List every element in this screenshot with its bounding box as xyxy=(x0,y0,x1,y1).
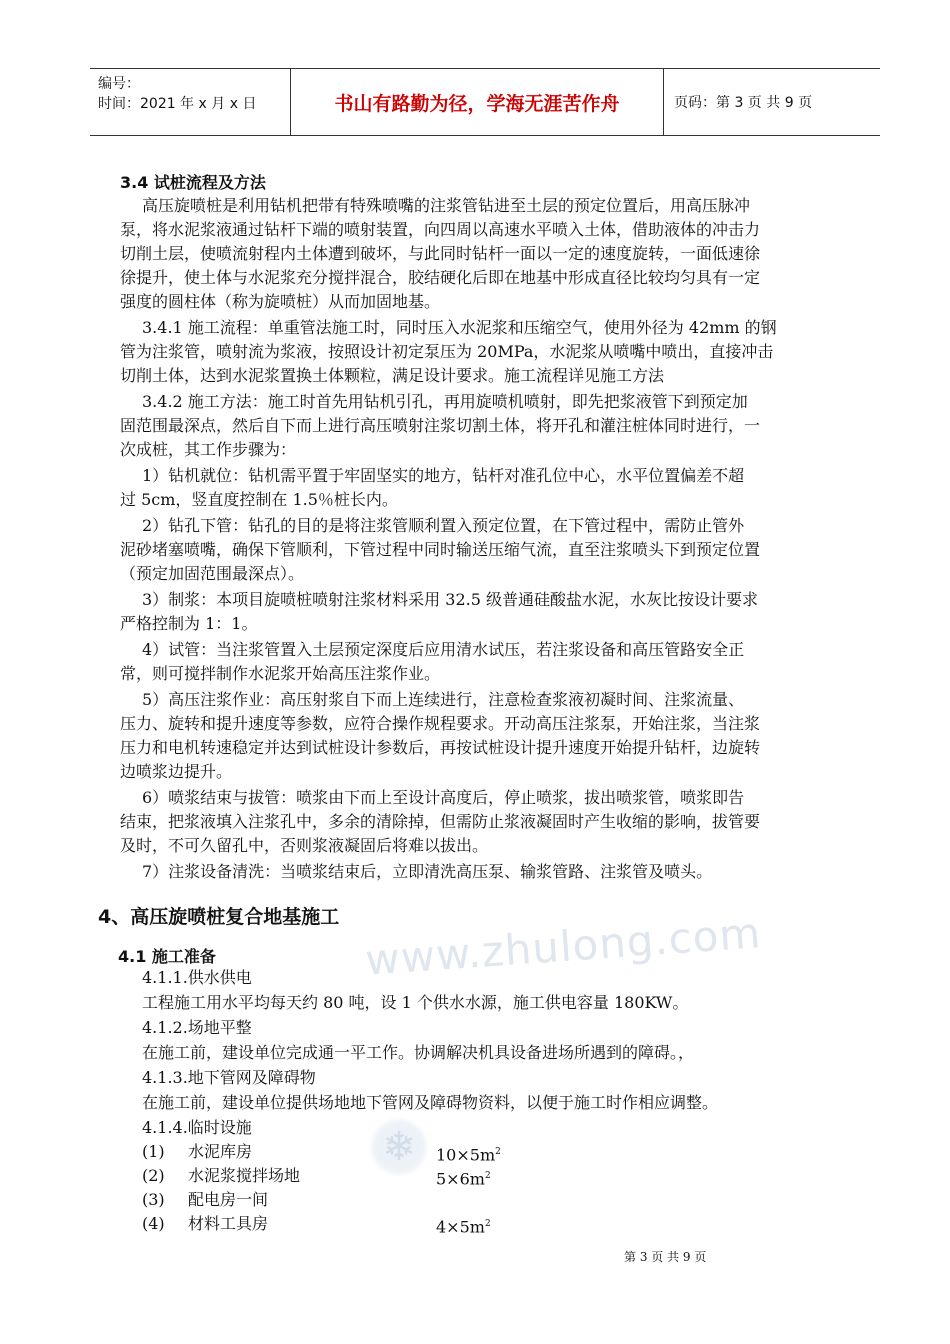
facility-number: (2) xyxy=(142,1166,165,1185)
header-meta xyxy=(90,69,291,135)
step-line: 严格控制为 1：1。 xyxy=(120,614,258,633)
step-line: 6）喷浆结束与拔管：喷浆由下而上至设计高度后，停止喷浆，拔出喷浆管，喷浆即告 xyxy=(142,788,745,807)
paragraph-line: 切削土体，达到水泥浆置换土体颗粒，满足设计要求。施工流程详见施工方法 xyxy=(120,366,665,385)
step-line: 常，则可搅拌制作水泥浆开始高压注浆作业。 xyxy=(120,664,441,683)
facility-number: (3) xyxy=(142,1190,165,1209)
step-line: （预定加固范围最深点）。 xyxy=(120,564,305,583)
step-line: 压力、旋转和提升速度等参数，应符合操作规程要求。开动高压注浆泵，开始注浆，当注浆 xyxy=(120,714,761,733)
step-line: 泥砂堵塞喷嘴，确保下管顺利，下管过程中同时输送压缩气流，直至注浆喷头下到预定位置 xyxy=(120,540,761,559)
step-line: 过 5cm，竖直度控制在 1.5％桩长内。 xyxy=(120,490,398,509)
document-time: 时间：2021 年 x 月 x 日 xyxy=(98,96,257,112)
document-number: 编号： xyxy=(98,76,140,92)
facility-name: 材料工具房 xyxy=(188,1214,269,1233)
facility-number: (4) xyxy=(142,1214,165,1233)
paragraph-line: 3.4.1 施工流程：单重管法施工时，同时压入水泥浆和压缩空气，使用外径为 42mm 的钢 xyxy=(142,318,777,337)
paragraph-line: 高压旋喷桩是利用钻机把带有特殊喷嘴的注浆管钻进至土层的预定位置后，用高压脉冲 xyxy=(142,196,751,215)
step-line: 1）钻机就位：钻机需平置于牢固坚实的地方，钻杆对准孔位中心，水平位置偏差不超 xyxy=(142,466,745,485)
watermark-text: www.zhulong.com xyxy=(363,908,763,985)
step-line: 压力和电机转速稳定并达到试桩设计参数后，再按试桩设计提升速度开始提升钻杆，边旋转 xyxy=(120,738,761,757)
page-indicator: 页码：第 3 页 共 9 页 xyxy=(674,95,813,111)
section-4-title: 4、高压旋喷桩复合地基施工 xyxy=(98,906,340,928)
step-line: 7）注浆设备清洗：当喷浆结束后，立即清洗高压泵、输浆管路、注浆管及喷头。 xyxy=(142,862,713,881)
facility-name: 配电房一间 xyxy=(188,1190,269,1209)
facility-size: $5\times 6m^2$ xyxy=(436,1169,491,1189)
paragraph-line: 切削土层，使喷流射程内土体遭到破坏，与此同时钻杆一面以一定的速度旋转，一面低速徐 xyxy=(120,244,761,263)
step-line: 边喷浆边提升。 xyxy=(120,762,233,781)
page-header xyxy=(90,68,880,136)
section-4-1-title: 4.1 施工准备 xyxy=(118,947,216,966)
paragraph-line: 管为注浆管，喷射流为浆液，按照设计初定泵压为 20MPa，水泥浆从喷嘴中喷出，直接冲击 xyxy=(120,342,774,361)
subsection-text: 在施工前，建设单位提供场地地下管网及障碍物资料，以便于施工时作相应调整。 xyxy=(142,1093,719,1112)
paragraph-line: 3.4.2 施工方法：施工时首先用钻机引孔，再用旋喷机喷射，即先把浆液管下到预定加 xyxy=(142,392,748,411)
header-page xyxy=(664,69,880,135)
subsection-text: 工程施工用水平均每天约 80 吨，设 1 个供水水源，施工供电容量 180KW。 xyxy=(142,993,689,1012)
paragraph-line: 徐提升，使土体与水泥浆充分搅拌混合，胶结硬化后即在地基中形成直径比较均匀具有一定 xyxy=(120,268,761,287)
facility-number: (1) xyxy=(142,1142,165,1161)
facility-name: 水泥库房 xyxy=(188,1142,253,1161)
step-line: 5）高压注浆作业：高压射浆自下而上连续进行，注意检查浆液初凝时间、注浆流量、 xyxy=(142,690,745,709)
facility-name: 水泥浆搅拌场地 xyxy=(188,1166,301,1185)
subsection-heading: 4.1.4.临时设施 xyxy=(142,1118,252,1137)
subsection-heading: 4.1.3.地下管网及障碍物 xyxy=(142,1068,316,1087)
facility-size: $4\times 5m^2$ xyxy=(436,1217,491,1237)
subsection-heading: 4.1.1.供水供电 xyxy=(142,968,252,987)
paragraph-line: 固范围最深点，然后自下而上进行高压喷射注浆切割土体，将开孔和灌注桩体同时进行，一 xyxy=(120,416,761,435)
subsection-heading: 4.1.2.场地平整 xyxy=(142,1018,252,1037)
paragraph-line: 次成桩，其工作步骤为： xyxy=(120,440,297,459)
facility-size: $10\times 5m^2$ xyxy=(436,1145,501,1165)
paragraph-line: 泵，将水泥浆液通过钻杆下端的喷射装置，向四周以高速水平喷入土体，借助液体的冲击力 xyxy=(120,220,761,239)
subsection-text: 在施工前，建设单位完成通一平工作。协调解决机具设备进场所遇到的障碍。， xyxy=(142,1043,695,1062)
step-line: 结束，把浆液填入注浆孔中，多余的清除掉，但需防止浆液凝固时产生收缩的影响，拔管要 xyxy=(120,812,761,831)
step-line: 2）钻孔下管：钻孔的目的是将注浆管顺利置入预定位置，在下管过程中，需防止管外 xyxy=(142,516,745,535)
paragraph-line: 强度的圆柱体（称为旋喷桩）从而加固地基。 xyxy=(120,292,441,311)
step-line: 及时，不可久留孔中，否则浆液凝固后将难以拔出。 xyxy=(120,836,489,855)
watermark-snowflake-icon: ❄ xyxy=(368,1116,430,1178)
header-motto: 书山有路勤为径，学海无涯苦作舟 xyxy=(291,69,664,135)
step-line: 4）试管：当注浆管置入土层预定深度后应用清水试压，若注浆设备和高压管路安全正 xyxy=(142,640,745,659)
step-line: 3）制浆：本项目旋喷桩喷射注浆材料采用 32.5 级普通硅酸盐水泥，水灰比按设计要求 xyxy=(142,590,758,609)
page-footer: 第 3 页 共 9 页 xyxy=(624,1250,707,1264)
section-3-4-title: 3.4 试桩流程及方法 xyxy=(120,173,266,192)
